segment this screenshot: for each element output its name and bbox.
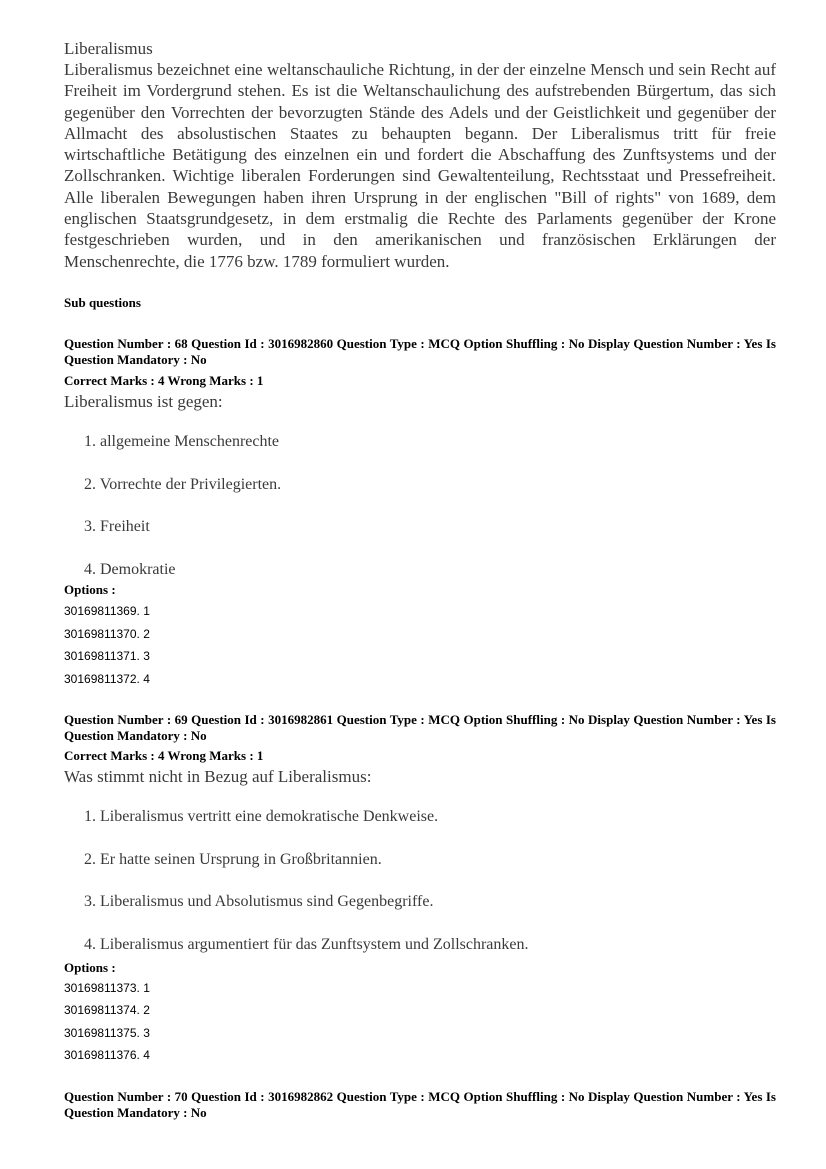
- question-69-meta: Question Number : 69 Question Id : 3016982861 Question Type : MCQ Option Shuffling : No Display Question Number : Yes Is Question Mandatory : No: [64, 712, 776, 743]
- question-68-option-1: 30169811369. 1: [64, 604, 150, 618]
- question-68-choice-2: 2. Vorrechte der Privilegierten.: [84, 476, 282, 493]
- question-68-choice-1: 1. allgemeine Menschenrechte: [84, 433, 280, 450]
- question-68-option-4: 30169811372. 4: [64, 672, 150, 686]
- question-69-options-label: Options :: [64, 960, 116, 975]
- sub-questions-label: Sub questions: [64, 295, 141, 310]
- question-69-option-3: 30169811375. 3: [64, 1026, 150, 1040]
- question-68-choice-3: 3. Freiheit: [84, 518, 150, 535]
- question-68-option-2: 30169811370. 2: [64, 627, 150, 641]
- question-69-choice-1: 1. Liberalismus vertritt eine demokratische Denkweise.: [84, 808, 439, 825]
- question-68-choice-4: 4. Demokratie: [84, 561, 176, 578]
- passage-title: Liberalismus: [64, 39, 153, 58]
- question-68-marks: Correct Marks : 4 Wrong Marks : 1: [64, 373, 264, 388]
- passage-text: Liberalismus bezeichnet eine weltanschauliche Richtung, in der der einzelne Mensch und sein Recht auf Freiheit im Vordergrund stehen. Es ist die Weltanschaulichung des aufstrebenden Bürgertum, das sich gegenüber den Vorrechten der bevorzugten Stände des Adels und der Geistlichkeit und gegenüber der Allmacht des absolustischen Staates zu behaupten begann. Der Liberalismus tritt für freie wirtschaftliche Betätigung des einzelnen ein und fordert die Abschaffung des Zunftsystems und der Zollschranken. Wichtige liberalen Forderungen sind Gewaltenteilung, Rechtsstaat und Pressefreiheit. Alle liberalen Bewegungen haben ihren Ursprung in der englischen "Bill of rights" von 1689, dem englischen Staatsgrundgesetz, in dem erstmalig die Rechte des Parlaments gegenüber der Krone festgeschrieben wurden, und in den amerikanischen und französischen Erklärungen der Menschenrechte, die 1776 bzw. 1789 formuliert wurden.: [64, 60, 776, 271]
- question-68-meta: Question Number : 68 Question Id : 3016982860 Question Type : MCQ Option Shuffling : No Display Question Number : Yes Is Question Mandatory : No: [64, 336, 776, 367]
- question-68-option-3: 30169811371. 3: [64, 649, 150, 663]
- question-69-choice-4: 4. Liberalismus argumentiert für das Zunftsystem und Zollschranken.: [84, 936, 529, 953]
- question-69-choice-2: 2. Er hatte seinen Ursprung in Großbritannien.: [84, 851, 382, 868]
- question-68-stem: Liberalismus ist gegen:: [64, 392, 223, 411]
- question-69-stem: Was stimmt nicht in Bezug auf Liberalismus:: [64, 767, 372, 786]
- question-69-option-1: 30169811373. 1: [64, 981, 150, 995]
- question-69-option-4: 30169811376. 4: [64, 1048, 150, 1062]
- question-70-meta: Question Number : 70 Question Id : 3016982862 Question Type : MCQ Option Shuffling : No Display Question Number : Yes Is Question Mandatory : No: [64, 1089, 776, 1120]
- question-68-options-label: Options :: [64, 582, 116, 597]
- question-69-option-2: 30169811374. 2: [64, 1003, 150, 1017]
- question-69-marks: Correct Marks : 4 Wrong Marks : 1: [64, 748, 264, 763]
- question-69-choice-3: 3. Liberalismus und Absolutismus sind Gegenbegriffe.: [84, 893, 434, 910]
